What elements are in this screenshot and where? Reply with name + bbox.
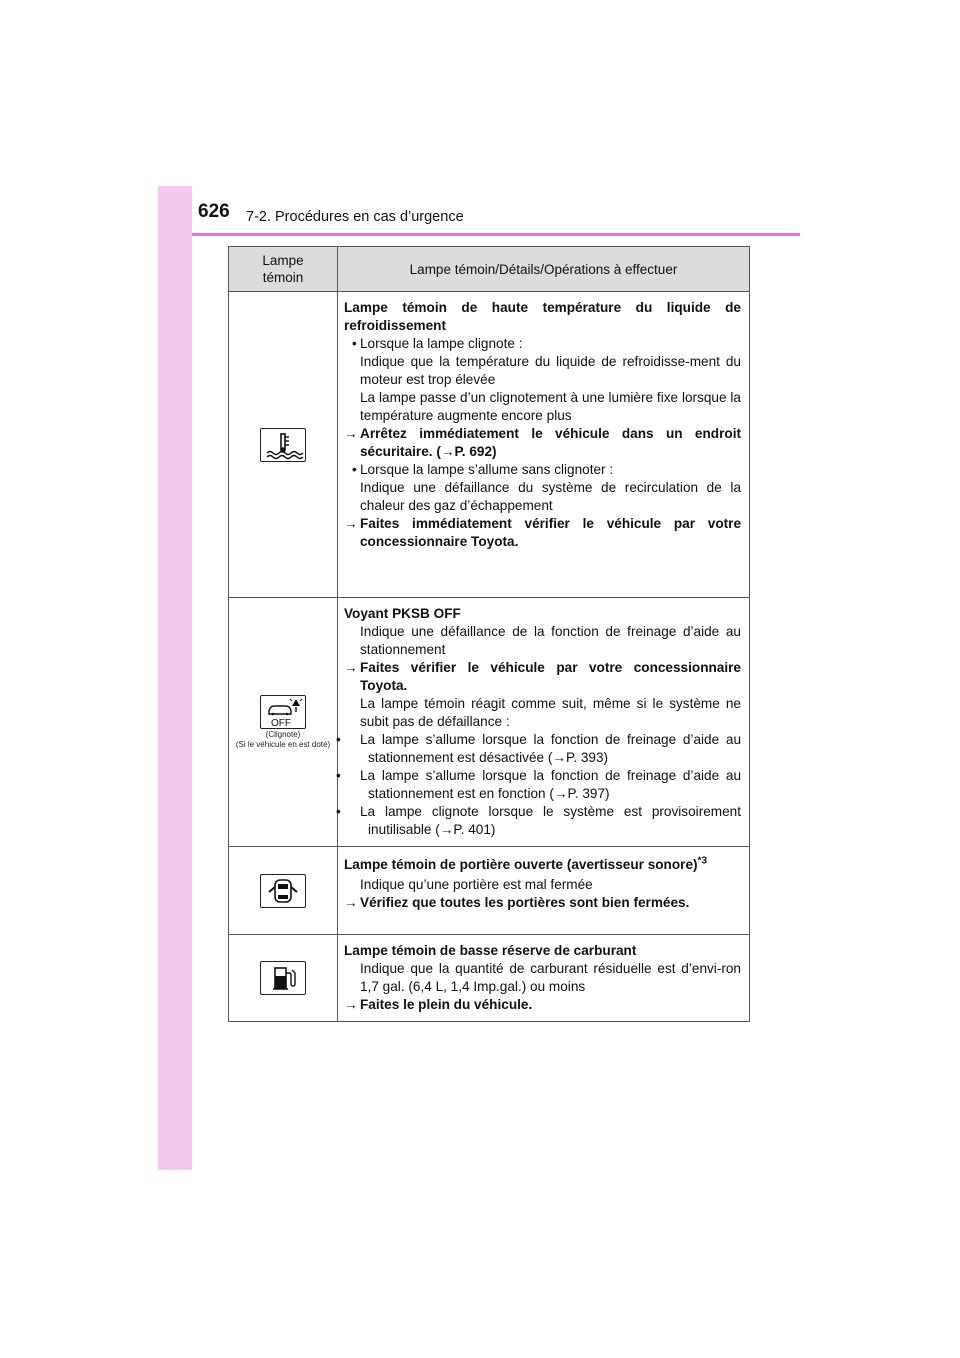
table-row (229, 847, 750, 935)
list-item: • Lorsque la lampe clignote : (352, 336, 523, 351)
page-reference[interactable]: P. 393) (565, 750, 609, 765)
table-row (229, 935, 750, 1022)
page-reference-arrow: → (440, 444, 455, 459)
column-header-lamp: Lampe témoin (229, 247, 338, 292)
page-reference[interactable]: P. 692) (454, 444, 497, 459)
table-row (229, 598, 750, 847)
footnote-marker: *3 (697, 855, 707, 867)
page-reference-arrow: → (552, 750, 566, 765)
page-reference-arrow: → (553, 786, 568, 801)
lamp-action: → Faites immédiatement vérifier le véhicule par votre concessionnaire Toyota. (344, 516, 741, 549)
lamp-description: La lampe témoin réagit comme suit, même si le système ne subit pas de défaillance : (360, 696, 741, 729)
lamp-title: Voyant PKSB OFF (344, 606, 461, 621)
details-cell (338, 598, 750, 847)
page-reference[interactable]: P. 401) (453, 822, 496, 837)
page-reference[interactable]: P. 397) (567, 786, 610, 801)
lamp-action: → Faites vérifier le véhicule par votre concessionnaire Toyota. (344, 660, 741, 693)
lamp-title: Lampe témoin de haute température du liquide de refroidissement (344, 300, 741, 333)
list-item: • Lorsque la lampe s’allume sans clignoter : (352, 462, 614, 477)
header-rule (192, 233, 800, 236)
door-open-icon (260, 874, 306, 908)
coolant-temperature-icon (260, 428, 306, 462)
icon-cell (229, 292, 338, 598)
lamp-description: Indique une défaillance du système de recirculation de la chaleur des gaz d’échappement (360, 480, 741, 513)
details-cell (338, 847, 750, 935)
icon-caption: (Clignote) (265, 730, 301, 739)
icon-off-label: OFF (271, 718, 291, 728)
section-title: 7-2. Procédures en cas d’urgence (246, 209, 464, 225)
lamp-action: → Vérifiez que toutes les portières sont bien fermées. (344, 895, 690, 910)
icon-cell (229, 935, 338, 1022)
low-fuel-icon (260, 961, 306, 995)
table-header-row (229, 247, 750, 292)
list-item: • La lampe s’allume lorsque la fonction de freinage d’aide au stationnement est en fonction (→P. 397) (336, 768, 741, 801)
icon-cell (229, 598, 338, 847)
details-cell (338, 935, 750, 1022)
pksb-off-icon (260, 695, 306, 729)
icon-cell (229, 847, 338, 935)
lamp-action: → Faites le plein du véhicule. (344, 997, 533, 1012)
page-reference-arrow: → (439, 822, 454, 837)
lamp-title: Lampe témoin de basse réserve de carburant (344, 943, 637, 958)
list-item: • La lampe s’allume lorsque la fonction de freinage d’aide au stationnement est désactivée (→P. 393) (336, 732, 741, 765)
lamp-description: Indique qu’une portière est mal fermée (360, 877, 593, 892)
warning-lamp-table (228, 246, 750, 1022)
side-tab-strip (158, 186, 192, 1170)
lamp-action: → Arrêtez immédiatement le véhicule dans un endroit sécuritaire. (→P. 692) (344, 426, 741, 459)
table-row (229, 292, 750, 598)
lamp-title: Lampe témoin de portière ouverte (avertisseur sonore)$^{*3}$ (344, 855, 707, 872)
column-header-details: Lampe témoin/Détails/Opérations à effectuer (338, 247, 750, 292)
icon-caption: (Si le véhicule en est doté) (235, 740, 331, 749)
lamp-description: Indique une défaillance de la fonction de freinage d’aide au stationnement (360, 624, 741, 657)
list-item: • La lampe clignote lorsque le système est provisoirement inutilisable (→P. 401) (336, 804, 741, 837)
lamp-description: Indique que la quantité de carburant résiduelle est d’envi-ron 1,7 gal. (6,4 L, 1,4 Imp.gal.) ou moins (360, 961, 741, 994)
lamp-description: La lampe passe d’un clignotement à une lumière fixe lorsque la température augmente encore plus (360, 390, 741, 423)
details-cell (338, 292, 750, 598)
lamp-description: Indique que la température du liquide de refroidisse-ment du moteur est trop élevée (360, 354, 741, 387)
page-number: 626 (198, 201, 230, 222)
